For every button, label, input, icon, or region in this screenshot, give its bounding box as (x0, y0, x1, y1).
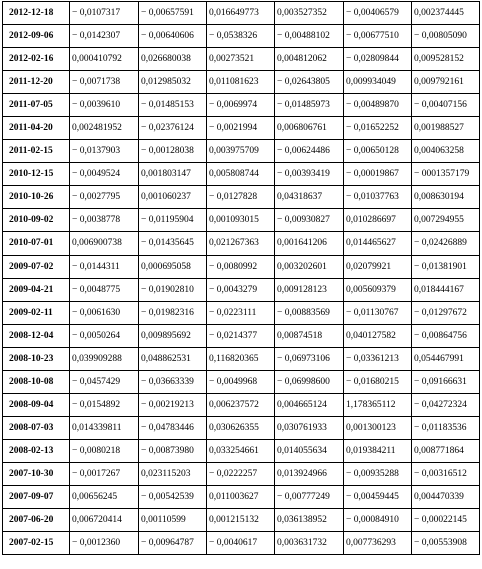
value-cell: − 0,04272324 (412, 393, 480, 416)
value-cell: − 0,00393419 (275, 163, 344, 186)
value-cell: 0,039909288 (70, 347, 139, 370)
value-cell: − 0,01037763 (344, 186, 412, 209)
table-row (3, 186, 480, 209)
value-cell: 0,002374445 (412, 2, 480, 25)
table-row (3, 416, 480, 439)
date-cell: 2008-12-04 (3, 324, 70, 347)
table-row (3, 2, 480, 25)
value-cell: − 0,00864756 (412, 324, 480, 347)
value-cell: − 0,00459445 (344, 485, 412, 508)
date-cell: 2011-04-20 (3, 117, 70, 140)
value-cell: − 0,00624486 (275, 140, 344, 163)
value-cell: − 0,01680215 (344, 370, 412, 393)
value-cell: − 0,01485973 (275, 94, 344, 117)
value-cell: − 0,00883569 (275, 301, 344, 324)
table-row (3, 324, 480, 347)
date-cell: 2012-09-06 (3, 25, 70, 48)
value-cell: 0,023115203 (139, 462, 207, 485)
value-cell: − 0,0049968 (207, 370, 275, 393)
date-cell: 2009-02-11 (3, 301, 70, 324)
value-cell: − 0,0040617 (207, 532, 275, 555)
value-cell: − 0,01982316 (139, 301, 207, 324)
value-cell: − 0,0021994 (207, 117, 275, 140)
value-cell: − 0,0107317 (70, 2, 139, 25)
value-cell: 0,006806761 (275, 117, 344, 140)
value-cell: − 0,00542539 (139, 485, 207, 508)
value-cell: 0,008630194 (412, 186, 480, 209)
value-cell: − 0,0043279 (207, 278, 275, 301)
value-cell: 0,02079921 (344, 255, 412, 278)
value-cell: − 0,00128038 (139, 140, 207, 163)
value-cell: 0,001215132 (207, 509, 275, 532)
value-cell: 0,018444167 (412, 278, 480, 301)
table-row (3, 48, 480, 71)
value-cell: − 0,02376124 (139, 117, 207, 140)
value-cell: − 0,01297672 (412, 301, 480, 324)
date-cell: 2007-02-15 (3, 532, 70, 555)
value-cell: − 0,0137903 (70, 140, 139, 163)
value-cell: 0,021267363 (207, 232, 275, 255)
value-cell: − 0,00964787 (139, 532, 207, 555)
value-cell: 0,005808744 (207, 163, 275, 186)
date-cell: 2008-09-04 (3, 393, 70, 416)
value-cell: 0,001988527 (412, 117, 480, 140)
value-cell: 0,116820365 (207, 347, 275, 370)
value-cell: − 0,0017267 (70, 462, 139, 485)
value-cell: − 0,01195904 (139, 209, 207, 232)
value-cell: − 0,0142307 (70, 25, 139, 48)
date-cell: 2012-12-18 (3, 2, 70, 25)
table-row (3, 140, 480, 163)
table-row (3, 163, 480, 186)
date-cell: 2011-07-05 (3, 94, 70, 117)
value-cell: 0,012985032 (139, 71, 207, 94)
data-table-container (2, 1, 480, 555)
value-cell: 0,009895692 (139, 324, 207, 347)
date-cell: 2008-02-13 (3, 439, 70, 462)
value-cell: 0,003975709 (207, 140, 275, 163)
table-row (3, 509, 480, 532)
value-cell: 0,000695058 (139, 255, 207, 278)
value-cell: − 0,0027795 (70, 186, 139, 209)
value-cell: 0,004812062 (275, 48, 344, 71)
value-cell: 0,006720414 (70, 509, 139, 532)
table-row (3, 71, 480, 94)
value-cell: 0,009528152 (412, 48, 480, 71)
value-cell: 0,009792161 (412, 71, 480, 94)
value-cell: − 0,01485153 (139, 94, 207, 117)
value-cell: − 0,01902810 (139, 278, 207, 301)
value-cell: 0,010286697 (344, 209, 412, 232)
value-cell: 0,003202601 (275, 255, 344, 278)
date-cell: 2010-07-01 (3, 232, 70, 255)
value-cell: 0,004470339 (412, 485, 480, 508)
table-row (3, 209, 480, 232)
table-body (3, 2, 480, 555)
value-cell: − 0,0038778 (70, 209, 139, 232)
value-cell: 0,014339811 (70, 416, 139, 439)
returns-table (2, 1, 480, 555)
value-cell: − 0,0039610 (70, 94, 139, 117)
value-cell: − 0,0069974 (207, 94, 275, 117)
value-cell: − 0,0049524 (70, 163, 139, 186)
value-cell: − 0,00488102 (275, 25, 344, 48)
value-cell: − 0,00873980 (139, 439, 207, 462)
value-cell: − 0,0538326 (207, 25, 275, 48)
value-cell: 0,004063258 (412, 140, 480, 163)
value-cell: 0,00656245 (70, 485, 139, 508)
value-cell: − 0,02426889 (412, 232, 480, 255)
date-cell: 2007-09-07 (3, 485, 70, 508)
value-cell: 0,003527352 (275, 2, 344, 25)
value-cell: 0,001093015 (207, 209, 275, 232)
value-cell: 0,007736293 (344, 532, 412, 555)
table-row (3, 232, 480, 255)
value-cell: − 0,01435645 (139, 232, 207, 255)
value-cell: − 0,00935288 (344, 462, 412, 485)
value-cell: − 0,00777249 (275, 485, 344, 508)
value-cell: 0,048862531 (139, 347, 207, 370)
table-row (3, 370, 480, 393)
value-cell: 0,009128123 (275, 278, 344, 301)
value-cell: − 0,00553908 (412, 532, 480, 555)
table-row (3, 25, 480, 48)
value-cell: 1,178365112 (344, 393, 412, 416)
value-cell: − 0,04783446 (139, 416, 207, 439)
value-cell: − 0,0222257 (207, 462, 275, 485)
value-cell: − 0,0012360 (70, 532, 139, 555)
date-cell: 2007-06-20 (3, 509, 70, 532)
value-cell: − 0001357179 (412, 163, 480, 186)
date-cell: 2010-12-15 (3, 163, 70, 186)
table-row (3, 94, 480, 117)
value-cell: − 0,09166631 (412, 370, 480, 393)
table-row (3, 532, 480, 555)
date-cell: 2010-10-26 (3, 186, 70, 209)
value-cell: 0,009934049 (344, 71, 412, 94)
value-cell: − 0,00650128 (344, 140, 412, 163)
value-cell: − 0,00219213 (139, 393, 207, 416)
value-cell: − 0,00640606 (139, 25, 207, 48)
date-cell: 2011-12-20 (3, 71, 70, 94)
value-cell: 0,019384211 (344, 439, 412, 462)
value-cell: − 0,0457429 (70, 370, 139, 393)
value-cell: − 0,06973106 (275, 347, 344, 370)
table-row (3, 255, 480, 278)
value-cell: 0,002481952 (70, 117, 139, 140)
value-cell: 0,007294955 (412, 209, 480, 232)
date-cell: 2009-07-02 (3, 255, 70, 278)
value-cell: − 0,00930827 (275, 209, 344, 232)
value-cell: 0,011003627 (207, 485, 275, 508)
value-cell: 0,014465627 (344, 232, 412, 255)
value-cell: − 0,00489870 (344, 94, 412, 117)
value-cell: − 0,0223111 (207, 301, 275, 324)
value-cell: − 0,02643805 (275, 71, 344, 94)
value-cell: 0,003631732 (275, 532, 344, 555)
value-cell: − 0,01381901 (412, 255, 480, 278)
value-cell: − 0,00677510 (344, 25, 412, 48)
value-cell: − 0,0144311 (70, 255, 139, 278)
date-cell: 2008-10-08 (3, 370, 70, 393)
value-cell: 0,016649773 (207, 2, 275, 25)
value-cell: 0,00273521 (207, 48, 275, 71)
value-cell: − 0,0048775 (70, 278, 139, 301)
value-cell: − 0,0080218 (70, 439, 139, 462)
value-cell: 0,036138952 (275, 509, 344, 532)
value-cell: − 0,02809844 (344, 48, 412, 71)
value-cell: − 0,00316512 (412, 462, 480, 485)
value-cell: − 0,0214377 (207, 324, 275, 347)
date-cell: 2008-07-03 (3, 416, 70, 439)
value-cell: − 0,03361213 (344, 347, 412, 370)
value-cell: 0,030761933 (275, 416, 344, 439)
date-cell: 2007-10-30 (3, 462, 70, 485)
table-row (3, 462, 480, 485)
value-cell: − 0,00019867 (344, 163, 412, 186)
value-cell: 0,006900738 (70, 232, 139, 255)
value-cell: 0,004665124 (275, 393, 344, 416)
value-cell: 0,001641206 (275, 232, 344, 255)
value-cell: − 0,01652252 (344, 117, 412, 140)
value-cell: 0,00874518 (275, 324, 344, 347)
value-cell: 0,033254661 (207, 439, 275, 462)
value-cell: − 0,01130767 (344, 301, 412, 324)
value-cell: 0,030626355 (207, 416, 275, 439)
date-cell: 2011-02-15 (3, 140, 70, 163)
value-cell: − 0,0080992 (207, 255, 275, 278)
value-cell: 0,00110599 (139, 509, 207, 532)
value-cell: 0,001060237 (139, 186, 207, 209)
date-cell: 2008-10-23 (3, 347, 70, 370)
value-cell: 0,013924966 (275, 462, 344, 485)
value-cell: − 0,00084910 (344, 509, 412, 532)
value-cell: − 0,00022145 (412, 509, 480, 532)
value-cell: 0,008771864 (412, 439, 480, 462)
table-row (3, 301, 480, 324)
value-cell: 0,011081623 (207, 71, 275, 94)
date-cell: 2012-02-16 (3, 48, 70, 71)
value-cell: 0,001803147 (139, 163, 207, 186)
date-cell: 2009-04-21 (3, 278, 70, 301)
value-cell: − 0,0050264 (70, 324, 139, 347)
table-row (3, 117, 480, 140)
value-cell: 0,006237572 (207, 393, 275, 416)
value-cell: 0,001300123 (344, 416, 412, 439)
value-cell: 0,014055634 (275, 439, 344, 462)
value-cell: 0,000410792 (70, 48, 139, 71)
value-cell: − 0,0154892 (70, 393, 139, 416)
value-cell: − 0,03663339 (139, 370, 207, 393)
value-cell: 0,04318637 (275, 186, 344, 209)
value-cell: 0,026680038 (139, 48, 207, 71)
value-cell: 0,005609379 (344, 278, 412, 301)
value-cell: − 0,00406579 (344, 2, 412, 25)
value-cell: − 0,00805090 (412, 25, 480, 48)
table-row (3, 278, 480, 301)
value-cell: − 0,0061630 (70, 301, 139, 324)
table-row (3, 485, 480, 508)
table-row (3, 439, 480, 462)
value-cell: 0,054467991 (412, 347, 480, 370)
value-cell: − 0,0127828 (207, 186, 275, 209)
table-row (3, 393, 480, 416)
value-cell: − 0,00657591 (139, 2, 207, 25)
value-cell: − 0,0071738 (70, 71, 139, 94)
date-cell: 2010-09-02 (3, 209, 70, 232)
value-cell: − 0,01183536 (412, 416, 480, 439)
value-cell: − 0,06998600 (275, 370, 344, 393)
value-cell: 0,040127582 (344, 324, 412, 347)
table-row (3, 347, 480, 370)
value-cell: − 0,00407156 (412, 94, 480, 117)
